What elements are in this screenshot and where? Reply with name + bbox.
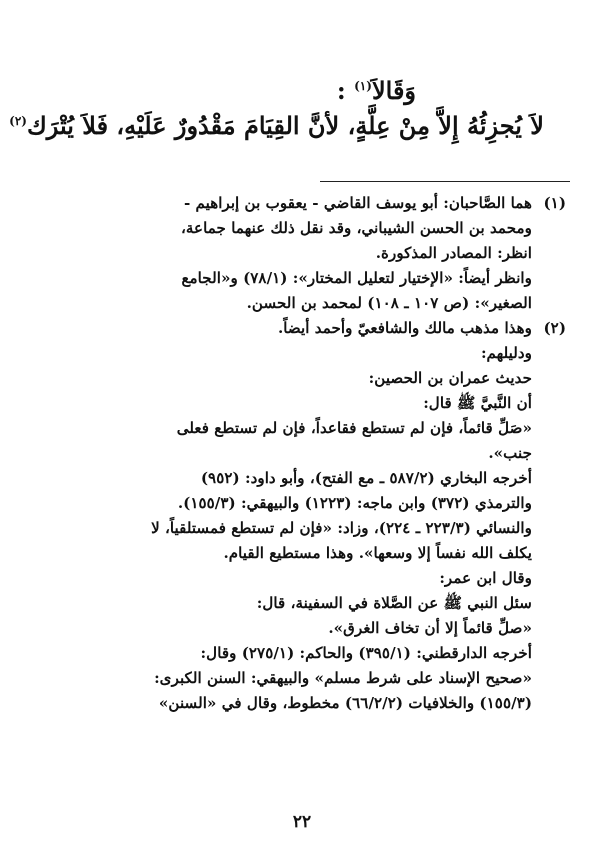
- footnote-2-line-15: «صحيح الإسناد على شرط مسلم» والبيهقي: السنن الكبرى:: [154, 669, 532, 687]
- footnote-2-line-13: «صلِّ قائماً إلا أن تخاف الغرق».: [328, 619, 532, 637]
- main-text-line-1-words: وَقَالاَ: [371, 76, 416, 105]
- footnote-marker-2: (٢): [9, 114, 27, 128]
- footnote-2-line-10: يكلف الله نفساً إلا وسعها». وهذا مستطيع القيام.: [223, 544, 532, 562]
- footnote-divider: [320, 181, 570, 182]
- footnote-1-line-4: وانظر أيضاً: «الإختيار لتعليل المختار»: (٧٨/١) و«الجامع: [181, 269, 532, 287]
- footnote-1-number: (١): [543, 194, 566, 212]
- footnote-1-line-5: الصغير»: (ص ١٠٧ ـ ١٠٨) لمحمد بن الحسن.: [246, 294, 532, 312]
- main-text-line-2: [9, 111, 544, 140]
- footnote-2-line-8: والترمذي (٣٧٢) وابن ماجه: (١٢٢٣) والبيهقي: (١٥٥/٣).: [177, 494, 532, 512]
- footnote-2-line-16: (١٥٥/٣) والخلافيات (٦٦/٢/٢) مخطوط، وقال في «السنن»: [158, 694, 532, 712]
- footnote-1-line-2: ومحمد بن الحسن الشيباني، وقد نقل ذلك عنهما جماعة،: [181, 219, 532, 237]
- footnote-2-line-3: حديث عمران بن الحصين:: [368, 369, 532, 387]
- footnote-2-line-14: أخرجه الدارقطني: (٣٩٥/١) والحاكم: (٢٧٥/١) وقال:: [200, 644, 532, 662]
- footnote-2-line-5: «صَلِّ قائماً، فإن لم تستطع فقاعداً، فإن لم تستطع فعلى: [176, 419, 532, 437]
- footnote-2-line-7: أخرجه البخاري (٥٨٧/٢ ـ مع الفتح)، وأبو داود: (٩٥٢): [200, 469, 532, 487]
- footnote-2-line-1: [40, 316, 566, 341]
- main-text-line-1: [156, 76, 416, 105]
- footnote-2-line-1-text: وهذا مذهب مالك والشافعيّ وأحمد أيضاً.: [277, 319, 532, 337]
- footnote-2-line-2: ودليلهم:: [480, 344, 532, 362]
- footnote-1-line-3: انظر: المصادر المذكورة.: [375, 244, 532, 262]
- footnotes-block: [40, 191, 566, 716]
- footnote-marker-1: (١): [354, 79, 372, 93]
- footnote-2-line-6: جنب».: [488, 444, 532, 462]
- footnote-1-line-1: [40, 191, 566, 216]
- footnote-2-line-4: أن النَّبيَّ ﷺ قال:: [423, 394, 532, 412]
- main-text-line-1-colon: :: [336, 76, 346, 105]
- footnote-1-line-1-text: هما الصَّاحبان: أبو يوسف القاضي - يعقوب بن إبراهيم -: [183, 194, 532, 212]
- footnote-2-line-12: سئل النبي ﷺ عن الصَّلاة في السفينة، قال:: [256, 594, 532, 612]
- footnote-2-line-11: وقال ابن عمر:: [439, 569, 532, 587]
- page-number: ٢٢: [292, 812, 312, 832]
- footnote-2-number: (٢): [543, 319, 566, 337]
- main-text-line-2-words: لاَ يُجزِئُهُ إِلاَّ مِنْ عِلَّةٍ، لأنَّ القِيَامَ مَقْدُورٌ عَلَيْهِ، فَلاَ يُتْرَك: [26, 111, 544, 140]
- footnote-2-line-9: والنسائي (٢٢٣/٣ ـ ٢٢٤)، وزاد: «فإن لم تستطع فمستلقياً، لا: [151, 519, 532, 537]
